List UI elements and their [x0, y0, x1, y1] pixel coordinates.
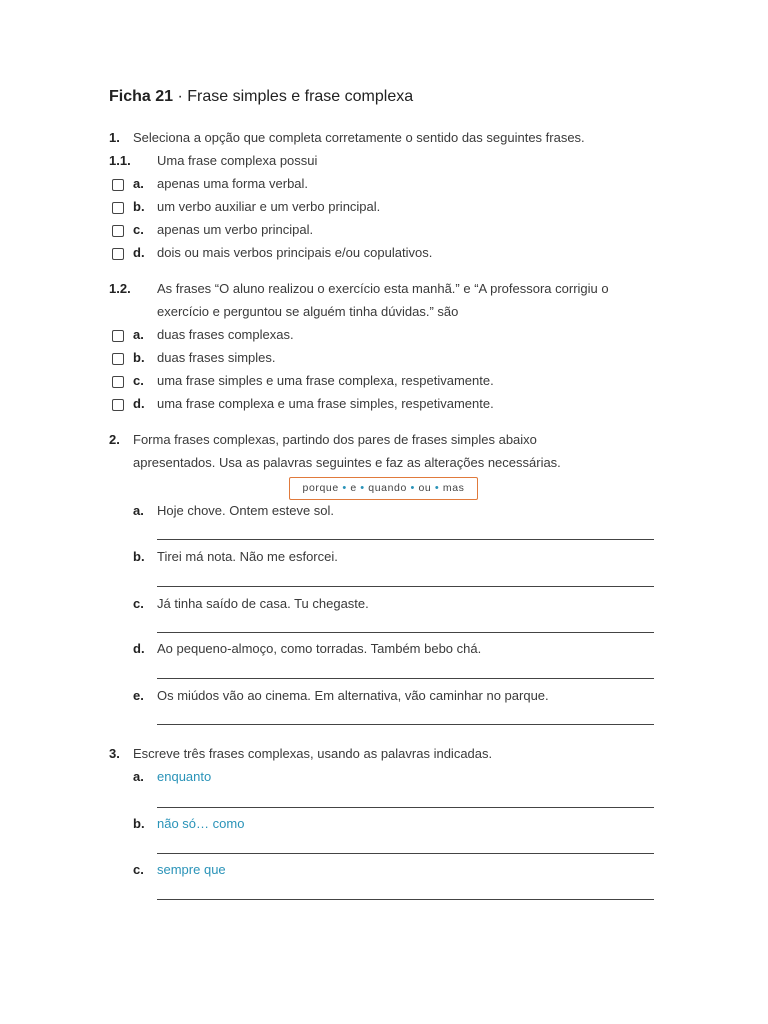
checkbox-1-1-d[interactable]: [112, 248, 124, 260]
keyword-enquanto: enquanto: [157, 769, 212, 784]
option-label: b.: [133, 199, 145, 214]
bullet-dot-icon: •: [342, 482, 347, 494]
word-bank-word: e: [350, 482, 357, 494]
item-text: Ao pequeno-almoço, como torradas. Também bebo chá.: [157, 641, 482, 656]
word-bank-word: quando: [368, 482, 407, 494]
option-label: a.: [133, 327, 144, 342]
item-label: b.: [133, 816, 145, 831]
option-text: duas frases simples.: [157, 350, 276, 365]
checkbox-1-1-b[interactable]: [112, 202, 124, 214]
option-text: duas frases complexas.: [157, 327, 294, 342]
item-label: c.: [133, 596, 144, 611]
option-label: a.: [133, 176, 144, 191]
q2-number: 2.: [109, 432, 120, 447]
option-text: apenas uma forma verbal.: [157, 176, 309, 191]
q2-text-line1: Forma frases complexas, partindo dos pares de frases simples abaixo: [133, 432, 537, 447]
checkbox-1-1-c[interactable]: [112, 225, 124, 237]
option-label: c.: [133, 373, 144, 388]
word-bank-word: porque: [302, 482, 339, 494]
q1-text: Seleciona a opção que completa corretamente o sentido das seguintes frases.: [133, 130, 585, 145]
item-label: a.: [133, 503, 144, 518]
q3-number: 3.: [109, 746, 120, 761]
answer-line-2d[interactable]: [157, 678, 654, 679]
answer-line-3c[interactable]: [157, 899, 654, 900]
option-text: apenas um verbo principal.: [157, 222, 314, 237]
bullet-dot-icon: •: [434, 482, 440, 494]
item-text: Hoje chove. Ontem esteve sol.: [157, 503, 335, 518]
item-label: c.: [133, 862, 144, 877]
word-bank-box: [289, 477, 478, 500]
word-bank-word: mas: [442, 482, 465, 494]
option-text: uma frase simples e uma frase complexa, respetivamente.: [157, 373, 494, 388]
keyword-sempre-que: sempre que: [157, 862, 226, 877]
answer-line-2e[interactable]: [157, 724, 654, 725]
option-text: um verbo auxiliar e um verbo principal.: [157, 199, 381, 214]
answer-line-3a[interactable]: [157, 807, 654, 808]
item-text: Tirei má nota. Não me esforcei.: [157, 549, 338, 564]
q2-text-line2: apresentados. Usa as palavras seguintes e faz as alterações necessárias.: [133, 455, 561, 470]
option-label: d.: [133, 396, 145, 411]
page-title: [109, 88, 413, 106]
q1-2-text-line2: exercício e perguntou se alguém tinha dúvidas.” são: [157, 304, 459, 319]
bullet-dot-icon: •: [410, 482, 415, 494]
q3-text: Escreve três frases complexas, usando as palavras indicadas.: [133, 746, 493, 761]
item-label: e.: [133, 688, 144, 703]
q1-1-text: Uma frase complexa possui: [157, 153, 318, 168]
checkbox-1-2-d[interactable]: [112, 399, 124, 411]
title-separator: ·: [173, 88, 188, 105]
answer-line-2b[interactable]: [157, 586, 654, 587]
q1-2-text-line1: As frases “O aluno realizou o exercício esta manhã.” e “A professora corrigiu o: [157, 281, 609, 296]
option-text: dois ou mais verbos principais e/ou copulativos.: [157, 245, 433, 260]
word-bank-word: ou: [418, 482, 432, 494]
answer-line-2a[interactable]: [157, 539, 654, 540]
answer-line-3b[interactable]: [157, 853, 654, 854]
answer-line-2c[interactable]: [157, 632, 654, 633]
checkbox-1-2-a[interactable]: [112, 330, 124, 342]
worksheet-number: Ficha 21: [109, 88, 174, 105]
q1-1-number: 1.1.: [109, 153, 131, 168]
checkbox-1-2-b[interactable]: [112, 353, 124, 365]
q1-number: 1.: [109, 130, 120, 145]
item-label: d.: [133, 641, 145, 656]
option-text: uma frase complexa e uma frase simples, respetivamente.: [157, 396, 494, 411]
keyword-nao-so-como: não só… como: [157, 816, 245, 831]
option-label: b.: [133, 350, 145, 365]
option-label: d.: [133, 245, 145, 260]
item-text: Os miúdos vão ao cinema. Em alternativa, vão caminhar no parque.: [157, 688, 549, 703]
checkbox-1-1-a[interactable]: [112, 179, 124, 191]
worksheet-title: Frase simples e frase complexa: [187, 88, 414, 105]
bullet-dot-icon: •: [360, 482, 365, 494]
q1-2-number: 1.2.: [109, 281, 131, 296]
item-label: b.: [133, 549, 145, 564]
checkbox-1-2-c[interactable]: [112, 376, 124, 388]
item-text: Já tinha saído de casa. Tu chegaste.: [157, 596, 369, 611]
item-label: a.: [133, 769, 144, 784]
option-label: c.: [133, 222, 144, 237]
